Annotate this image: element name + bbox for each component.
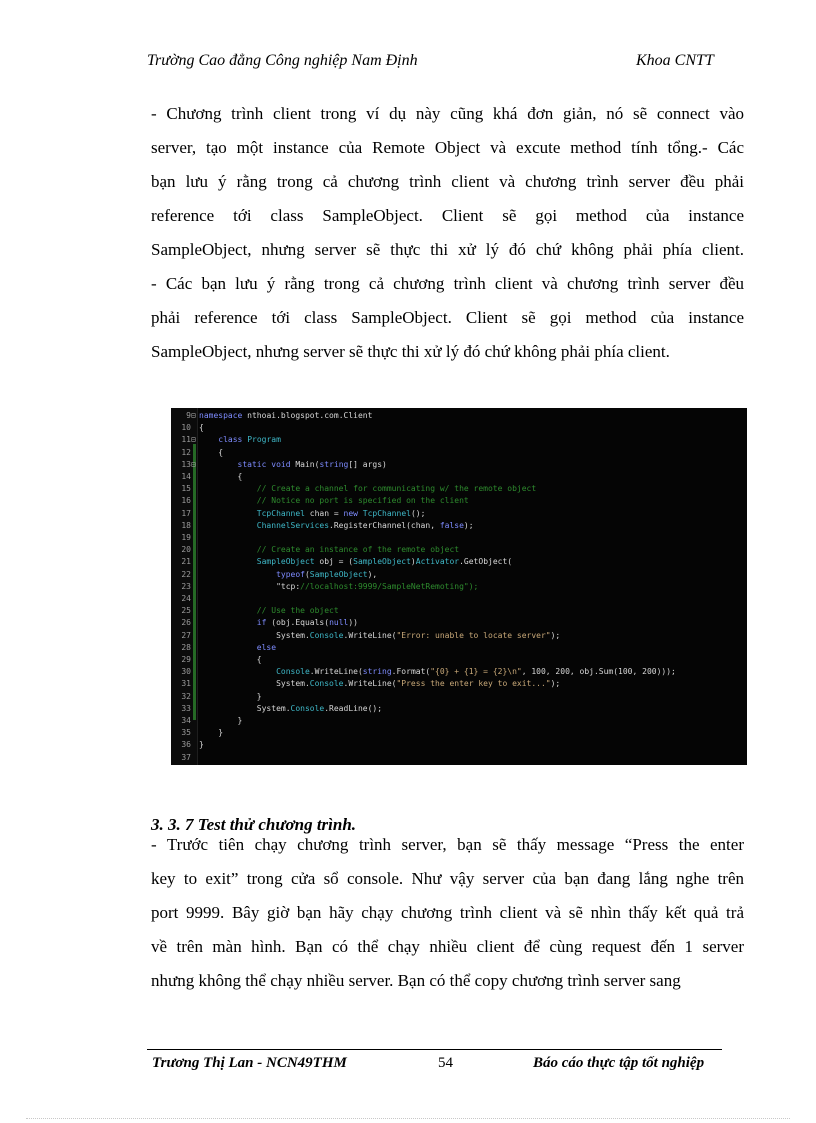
code-line <box>171 483 747 495</box>
code-text: { <box>199 655 262 664</box>
fold-marker-icon <box>191 739 199 751</box>
code-line <box>171 593 747 605</box>
code-line <box>171 691 747 703</box>
text-line: - Các bạn lưu ý rằng trong cả chương trình client và chương trình server đều <box>151 274 744 293</box>
fold-marker-icon <box>191 593 199 605</box>
code-line <box>171 495 747 507</box>
code-text: SampleObject obj = (SampleObject)Activator.GetObject( <box>256 557 513 567</box>
text-line: SampleObject, nhưng server sẽ thực thi xử lý đó chứ không phải phía client. <box>151 240 744 259</box>
fold-marker-icon <box>191 569 199 581</box>
line-number: 25 <box>181 606 191 616</box>
text-line: - Trước tiên chạy chương trình server, bạn sẽ thấy message “Press the enter <box>151 835 744 854</box>
line-number: 17 <box>181 508 191 518</box>
code-text: else <box>256 642 277 652</box>
code-text: "tcp://localhost:9999/SampleNetRemoting"); <box>199 581 479 591</box>
code-text: // Create an instance of the remote object <box>256 545 460 555</box>
code-line <box>171 678 747 690</box>
fold-marker-icon <box>191 532 199 544</box>
line-number: 13 <box>181 459 191 469</box>
line-number: 28 <box>181 642 191 652</box>
line-number: 24 <box>181 594 191 603</box>
fold-marker-icon <box>191 715 199 727</box>
footer-author: Trương Thị Lan - NCN49THM <box>152 1055 347 1071</box>
code-line <box>171 422 747 434</box>
code-text: namespace nthoai.blogspot.com.Client <box>199 411 373 420</box>
code-line <box>171 508 747 520</box>
code-text: ChannelServices.RegisterChannel(chan, false); <box>256 520 474 530</box>
fold-marker-icon <box>191 471 199 483</box>
code-text: // Use the object <box>256 606 339 616</box>
fold-marker-icon <box>191 727 199 739</box>
page-bottom-divider <box>26 1118 790 1119</box>
code-text: System.Console.WriteLine("Press the enter key to exit..."); <box>199 679 561 689</box>
fold-marker-icon <box>191 581 199 593</box>
fold-marker-icon <box>191 495 199 507</box>
paragraph-test-program <box>151 828 744 998</box>
fold-marker-icon: ⊟ <box>191 435 196 445</box>
code-text: if (obj.Equals(null)) <box>256 618 358 628</box>
fold-marker-icon: ⊟ <box>191 459 196 469</box>
line-number: 31 <box>181 679 191 689</box>
code-line <box>171 532 747 544</box>
text-line: SampleObject, nhưng server sẽ thực thi xử lý đó chứ không phải phía client. <box>151 342 670 361</box>
fold-marker-icon <box>191 422 199 434</box>
code-text: { <box>199 472 243 481</box>
line-number: 10 <box>181 423 191 433</box>
line-number: 12 <box>181 447 191 457</box>
code-line <box>171 752 747 764</box>
line-number: 23 <box>181 581 191 591</box>
fold-marker-icon <box>191 483 199 495</box>
footer-rule <box>147 1049 722 1050</box>
line-number: 32 <box>181 691 191 701</box>
code-line <box>171 459 747 471</box>
code-text: { <box>199 447 224 457</box>
fold-marker-icon <box>191 703 199 715</box>
code-text: // Create a channel for communicating w/ the remote object <box>256 484 537 494</box>
code-text: static void Main(string[] args) <box>237 459 387 469</box>
fold-marker-icon <box>191 666 199 678</box>
fold-marker-icon <box>191 605 199 617</box>
header-department: Khoa CNTT <box>636 52 714 69</box>
line-number: 9 <box>186 411 191 420</box>
text-line: key to exit” trong cửa sổ console. Như vậy server của bạn đang lắng nghe trên <box>151 869 744 888</box>
line-number: 18 <box>181 520 191 530</box>
text-line: reference tới class SampleObject. Client sẽ gọi method của instance <box>151 206 744 225</box>
code-line <box>171 617 747 629</box>
code-line <box>171 434 747 446</box>
line-number: 29 <box>181 655 191 664</box>
code-line <box>171 727 747 739</box>
code-line <box>171 471 747 483</box>
code-line <box>171 630 747 642</box>
code-line <box>171 569 747 581</box>
header-school: Trường Cao đẳng Công nghiệp Nam Định <box>147 52 418 69</box>
line-number: 20 <box>181 545 191 555</box>
fold-marker-icon <box>191 678 199 690</box>
line-number: 11 <box>181 435 191 445</box>
fold-marker-icon <box>191 508 199 520</box>
line-number: 35 <box>181 728 191 738</box>
code-text: } <box>199 716 243 725</box>
code-line <box>171 556 747 568</box>
fold-marker-icon <box>191 654 199 666</box>
fold-marker-icon <box>191 752 199 764</box>
code-text: } <box>199 728 224 738</box>
code-text: Console.WriteLine(string.Format("{0} + {1} = {2}\n", 100, 200, obj.Sum(100, 200))); <box>276 667 676 677</box>
text-line: phải reference tới class SampleObject. Client sẽ gọi method của instance <box>151 308 744 327</box>
code-text: System.Console.WriteLine("Error: unable to locate server"); <box>199 630 561 640</box>
code-line <box>171 544 747 556</box>
page-number: 54 <box>438 1055 453 1071</box>
line-number: 34 <box>181 716 191 725</box>
fold-marker-icon <box>191 447 199 459</box>
paragraph-client-description <box>151 97 744 369</box>
line-number: 27 <box>181 630 191 640</box>
code-line <box>171 703 747 715</box>
code-text: // Notice no port is specified on the client <box>256 496 469 506</box>
text-line: server, tạo một instance của Remote Object và excute method tính tổng.- Các <box>151 138 744 157</box>
text-line: nhưng không thể chạy nhiều server. Bạn có thể copy chương trình server sang <box>151 971 681 990</box>
text-line: về trên màn hình. Bạn có thể chạy nhiều client để cùng request đến 1 server <box>151 937 744 956</box>
fold-marker-icon <box>191 642 199 654</box>
code-text: { <box>199 423 204 433</box>
code-line <box>171 605 747 617</box>
line-number: 36 <box>181 740 191 750</box>
fold-marker-icon <box>191 617 199 629</box>
line-number: 33 <box>181 703 191 713</box>
code-text: } <box>199 691 262 701</box>
line-number: 30 <box>181 667 191 677</box>
code-line <box>171 739 747 751</box>
code-screenshot <box>171 408 747 765</box>
text-line: port 9999. Bây giờ bạn hãy chạy chương trình client và sẽ nhìn thấy kết quả trả <box>151 903 744 922</box>
code-line <box>171 581 747 593</box>
code-line <box>171 642 747 654</box>
code-text: System.Console.ReadLine(); <box>199 703 383 713</box>
line-number: 37 <box>181 752 191 762</box>
code-text: } <box>199 740 204 750</box>
footer-report-title: Báo cáo thực tập tốt nghiệp <box>533 1055 705 1071</box>
code-line <box>171 715 747 727</box>
code-line <box>171 410 747 422</box>
code-line <box>171 666 747 678</box>
text-line: - Chương trình client trong ví dụ này cũng khá đơn giản, nó sẽ connect vào <box>151 104 744 123</box>
code-line <box>171 520 747 532</box>
code-text: class Program <box>218 435 281 445</box>
line-number: 15 <box>181 484 191 494</box>
code-line <box>171 654 747 666</box>
fold-marker-icon: ⊟ <box>191 411 196 420</box>
fold-marker-icon <box>191 556 199 568</box>
line-number: 26 <box>181 618 191 628</box>
code-text: TcpChannel chan = new TcpChannel(); <box>256 508 426 518</box>
fold-marker-icon <box>191 630 199 642</box>
text-line: bạn lưu ý rằng trong cả chương trình client và chương trình server đều phải <box>151 172 744 191</box>
code-text: typeof(SampleObject), <box>276 569 378 579</box>
fold-marker-icon <box>191 520 199 532</box>
line-number: 16 <box>181 496 191 506</box>
line-number: 21 <box>181 557 191 567</box>
fold-marker-icon <box>191 544 199 556</box>
line-number: 19 <box>181 533 191 542</box>
code-line <box>171 447 747 459</box>
section-heading: 3. 3. 7 Test thử chương trình. <box>151 815 357 834</box>
line-number: 14 <box>181 472 191 481</box>
line-number: 22 <box>181 569 191 579</box>
fold-marker-icon <box>191 691 199 703</box>
